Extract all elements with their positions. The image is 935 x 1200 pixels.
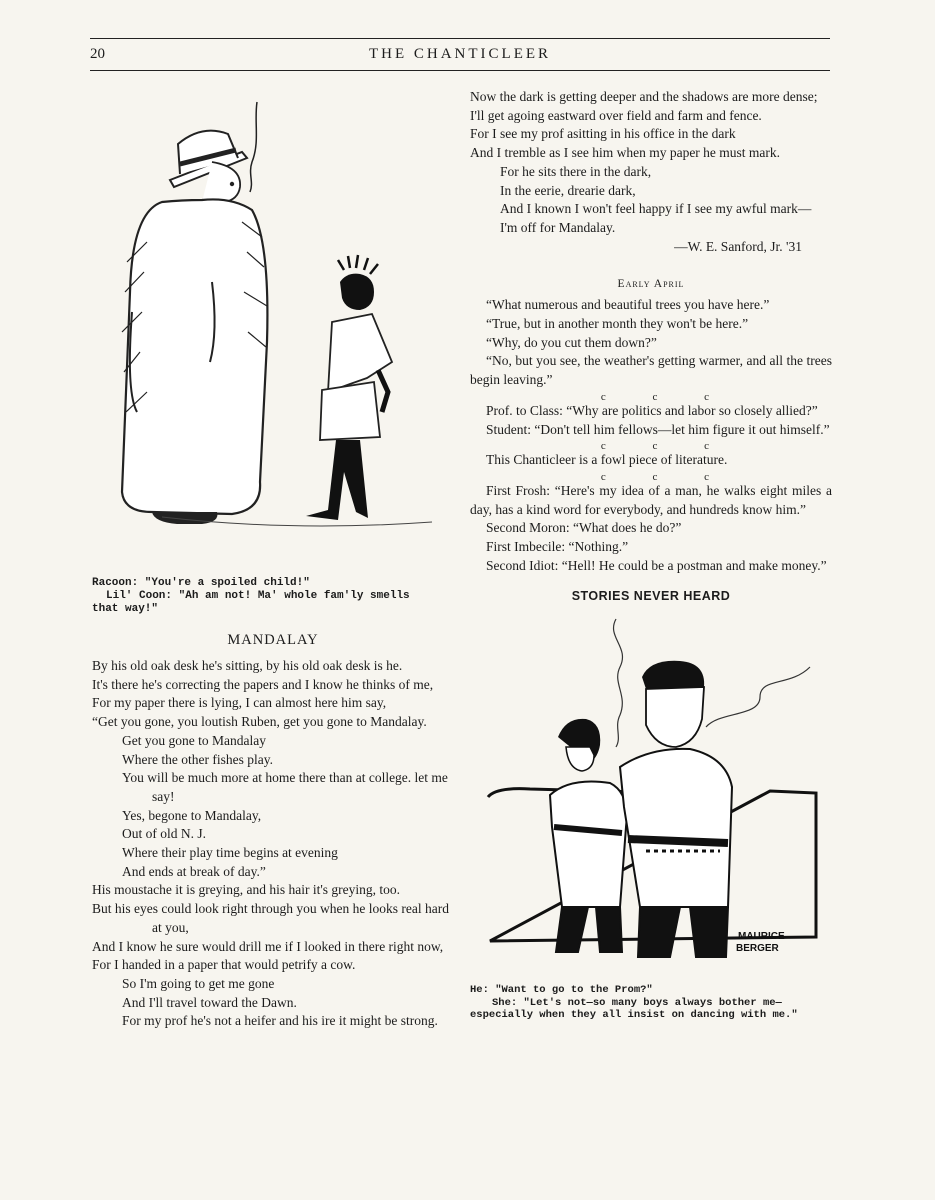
verse-line: Out of old N. J. bbox=[122, 826, 206, 842]
caption-line: She: "Let's not—so many boys always bother me— bbox=[492, 996, 782, 1009]
artist-signature-line1: MAURICE bbox=[738, 931, 785, 943]
caption-line: that way!" bbox=[92, 603, 159, 615]
poem-title: MANDALAY bbox=[227, 632, 319, 648]
joke-line: Student: “Don't tell him fellows—let him figure it out himself.” bbox=[486, 421, 830, 437]
verse-line: You will be much more at home there than at college. let me say! bbox=[122, 770, 448, 804]
joke-line: First Imbecile: “Nothing.” bbox=[486, 539, 629, 555]
verse-line: And I tremble as I see him when my paper he must mark. bbox=[470, 145, 781, 161]
verse-line: For my prof he's not a heifer and his ire it might be strong. bbox=[122, 1013, 438, 1029]
cartoon-caption-one bbox=[92, 577, 454, 616]
joke-line: “True, but in another month they won't be here.” bbox=[486, 316, 749, 332]
poem-signature: —W. E. Sanford, Jr. '31 bbox=[674, 238, 802, 254]
left-column bbox=[92, 92, 454, 1031]
verse-line: For he sits there in the dark, bbox=[500, 163, 652, 179]
joke-line: This Chanticleer is a fowl piece of literature. bbox=[486, 452, 728, 468]
verse-line: For I handed in a paper that would petrify a cow. bbox=[92, 957, 356, 973]
prom-cartoon-caption bbox=[470, 984, 832, 1022]
mandalay-verse-continued bbox=[470, 88, 832, 256]
mandalay-verse bbox=[92, 657, 454, 1031]
verse-line: For I see my prof asitting in his office in the dark bbox=[470, 126, 736, 142]
verse-line: In the eerie, drearie dark, bbox=[500, 182, 636, 198]
verse-line: And I know he sure would drill me if I looked in there right now, bbox=[92, 938, 444, 954]
header-rule-bottom bbox=[90, 70, 830, 71]
section-separator: c c c bbox=[600, 390, 732, 403]
section-separator: c c c bbox=[600, 440, 732, 453]
right-column bbox=[470, 88, 832, 1022]
joke-line: “No, but you see, the weather's getting warmer, and all the trees begin leaving.” bbox=[470, 353, 832, 388]
verse-line: I'm off for Mandalay. bbox=[500, 219, 616, 235]
joke-line: Second Idiot: “Hell! He could be a postman and make money.” bbox=[486, 557, 827, 573]
caption-line: Racoon: "You're a spoiled child!" bbox=[92, 577, 310, 589]
verse-line: And I known I won't feel happy if I see my awful mark— bbox=[500, 201, 812, 217]
racoon-cartoon-illustration bbox=[92, 92, 454, 572]
joke-line: Second Moron: “What does he do?” bbox=[486, 520, 682, 536]
verse-line: So I'm going to get me gone bbox=[122, 975, 275, 991]
page-number: 20 bbox=[90, 46, 105, 62]
verse-line: Get you gone to Mandalay bbox=[122, 732, 266, 748]
joke-line: First Frosh: “Here's my idea of a man, he walks eight miles a day, has a kind word for everybody, and hundreds know him.” bbox=[470, 482, 832, 517]
caption-line: Lil' Coon: "Ah am not! Ma' whole fam'ly smells bbox=[106, 590, 410, 602]
joke-line: “What numerous and beautiful trees you have here.” bbox=[486, 297, 770, 313]
verse-line: It's there he's correcting the papers and I know he thinks of me, bbox=[92, 676, 434, 692]
verse-line: Now the dark is getting deeper and the shadows are more dense; bbox=[470, 89, 818, 104]
verse-line: And ends at break of day.” bbox=[122, 863, 266, 879]
running-title: THE CHANTICLEER bbox=[368, 46, 552, 62]
early-april-title: Early April bbox=[617, 278, 685, 291]
verse-line: His moustache it is greying, and his hair it's greying, too. bbox=[92, 882, 401, 898]
verse-line: But his eyes could look right through you when he looks real hard at you, bbox=[92, 901, 449, 935]
joke-line: “Why, do you cut them down?” bbox=[486, 334, 657, 350]
verse-line: For my paper there is lying, I can almost here him say, bbox=[92, 695, 387, 711]
prom-cartoon-illustration bbox=[470, 607, 832, 977]
verse-line: Where their play time begins at evening bbox=[122, 845, 338, 861]
verse-line: I'll get agoing eastward over field and farm and fence. bbox=[470, 107, 762, 123]
verse-line: Where the other fishes play. bbox=[122, 751, 273, 767]
caption-line: especially when they all insist on dancing with me." bbox=[470, 1009, 798, 1022]
header-rule-top bbox=[90, 38, 830, 39]
verse-line: Yes, begone to Mandalay, bbox=[122, 807, 262, 823]
verse-line: By his old oak desk he's sitting, by his old oak desk is he. bbox=[92, 658, 403, 673]
jokes-section bbox=[470, 296, 832, 575]
verse-line: And I'll travel toward the Dawn. bbox=[122, 994, 297, 1010]
joke-line: Prof. to Class: “Why are politics and labor so closely allied?” bbox=[486, 402, 818, 418]
verse-line: “Get you gone, you loutish Ruben, get you gone to Mandalay. bbox=[92, 714, 427, 730]
caption-line: He: "Want to go to the Prom?" bbox=[470, 984, 653, 997]
section-separator: c c c bbox=[600, 470, 732, 483]
artist-signature-line2: BERGER bbox=[736, 943, 779, 955]
stories-never-heard-title: STORIES NEVER HEARD bbox=[571, 589, 731, 604]
